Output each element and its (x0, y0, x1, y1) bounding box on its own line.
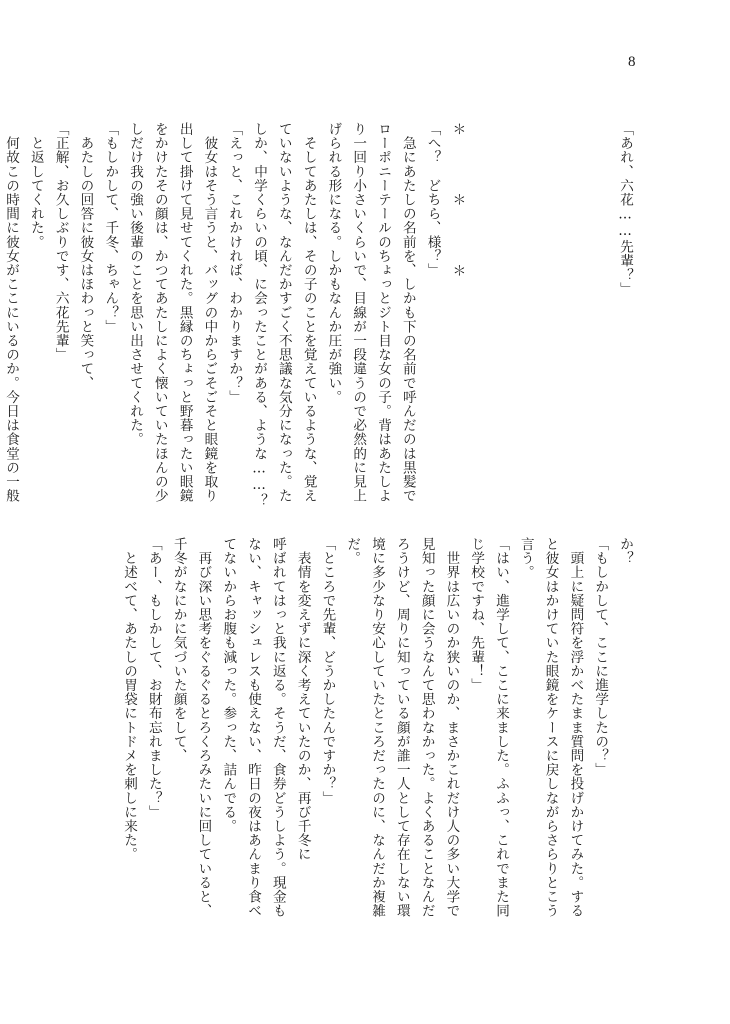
text-line: 「正解、お久しぶりです、六花先輩」 (52, 122, 69, 362)
text-line: 「あー、もしかして、お財布忘れました？」 (145, 537, 162, 819)
text-line: 言う。 (517, 537, 534, 580)
text-line: 再び深い思考をぐるぐるとろくろみたいに回していると、 (195, 537, 212, 918)
text-line: じ学校ですね、先輩！」 (468, 537, 485, 693)
text-line: あたしの回答に彼女はほわっと笑って、 (77, 122, 94, 390)
text-line: げられる形になる。しかもなんか圧が強い。 (325, 122, 342, 404)
text-line: 千冬がなにかに気づいた顔をして、 (170, 537, 187, 763)
text-line: 何故この時間に彼女がここにいるのか。今日は食堂の一般 (3, 122, 20, 503)
text-line: 「はい、進学して、ここに来ました。ふふっ、これでまた同 (493, 537, 510, 918)
text-line: と返してくれた。 (27, 122, 44, 249)
text-line: そしてあたしは、その子のことを覚えているような、覚え (300, 122, 317, 503)
text-line: てないからお腹も減った。参った、詰んでる。 (220, 537, 237, 834)
text-line: 「もしかして、ここに進学したの？」 (592, 537, 609, 777)
text-line: と彼女はかけていた眼鏡をケースに戻しながらさらりとこう (542, 537, 559, 918)
text-line: 出して掛けて見せてくれた。黒縁のちょっと野暮ったい眼鏡 (176, 122, 193, 503)
text-line: しだけ我の強い後輩のことを思い出させてくれた。 (127, 122, 144, 447)
text-line: ろうけど、周りに知っている顔が誰一人として存在しない環 (393, 537, 410, 918)
text-line: と述べて、あたしの胃袋にトドメを刺しに来た。 (121, 537, 138, 862)
text-line: 世界は広いのか狭いのか、まさかこれだけ人の多い大学で (443, 537, 460, 918)
text-line: しか、中学くらいの頃、に会ったことがある、ような……？ (251, 122, 268, 508)
text-line: 「へ？ どちら、様？」 (424, 122, 441, 278)
text-line: 表情を変えずに深く考えていたのか、再び千冬に (294, 537, 311, 862)
text-line: か？ (617, 537, 633, 566)
text-line: 「もしかして、千冬、ちゃん？」 (102, 122, 119, 334)
text-line: をかけたその顔は、かつてあたしによく懐いていたほんの少 (151, 122, 168, 503)
scene-separator: ＊ ＊ ＊ (449, 122, 466, 299)
text-line: 「ところで先輩、どうかしたんですか？」 (319, 537, 336, 805)
text-line: 「あれ、六花……先輩？」 (617, 122, 633, 296)
text-line: 「えっと、これかければ、わかりますか？」 (226, 122, 243, 404)
text-line: 呼ばれてはっと我に返る。そうだ、食券どうしよう。現金も (269, 537, 286, 918)
text-line: 見知った顔に会うなんて思わなかった。よくあることなんだ (418, 537, 435, 918)
text-line: 急にあたしの名前を、しかも下の名前で呼んだのは黒髪で (399, 122, 416, 503)
text-line: ない、キャッシュレスも使えない、昨日の夜はあんまり食べ (245, 537, 262, 918)
text-column-bottom (92, 537, 637, 925)
text-line: だ。 (344, 537, 361, 566)
text-line: ローポニーテールのちょっとジト目な女の子。背はあたしよ (375, 122, 392, 503)
text-line: 頭上に疑問符を浮かべたまま質問を投げかけてみた。する (567, 537, 584, 918)
text-column-top (3, 122, 637, 510)
text-line: 彼女はそう言うと、バッグの中からごそごそと眼鏡を取り (201, 122, 218, 503)
text-line: ていないような、なんだかすごく不思議な気分になった。た (275, 122, 292, 503)
text-line: 境に多少なり安心していたところだったのに、なんだか複雑 (369, 537, 386, 918)
page-number: 8 (628, 54, 636, 70)
text-line: り一回り小さいくらいで、目線が一段違うので必然的に見上 (350, 122, 367, 503)
